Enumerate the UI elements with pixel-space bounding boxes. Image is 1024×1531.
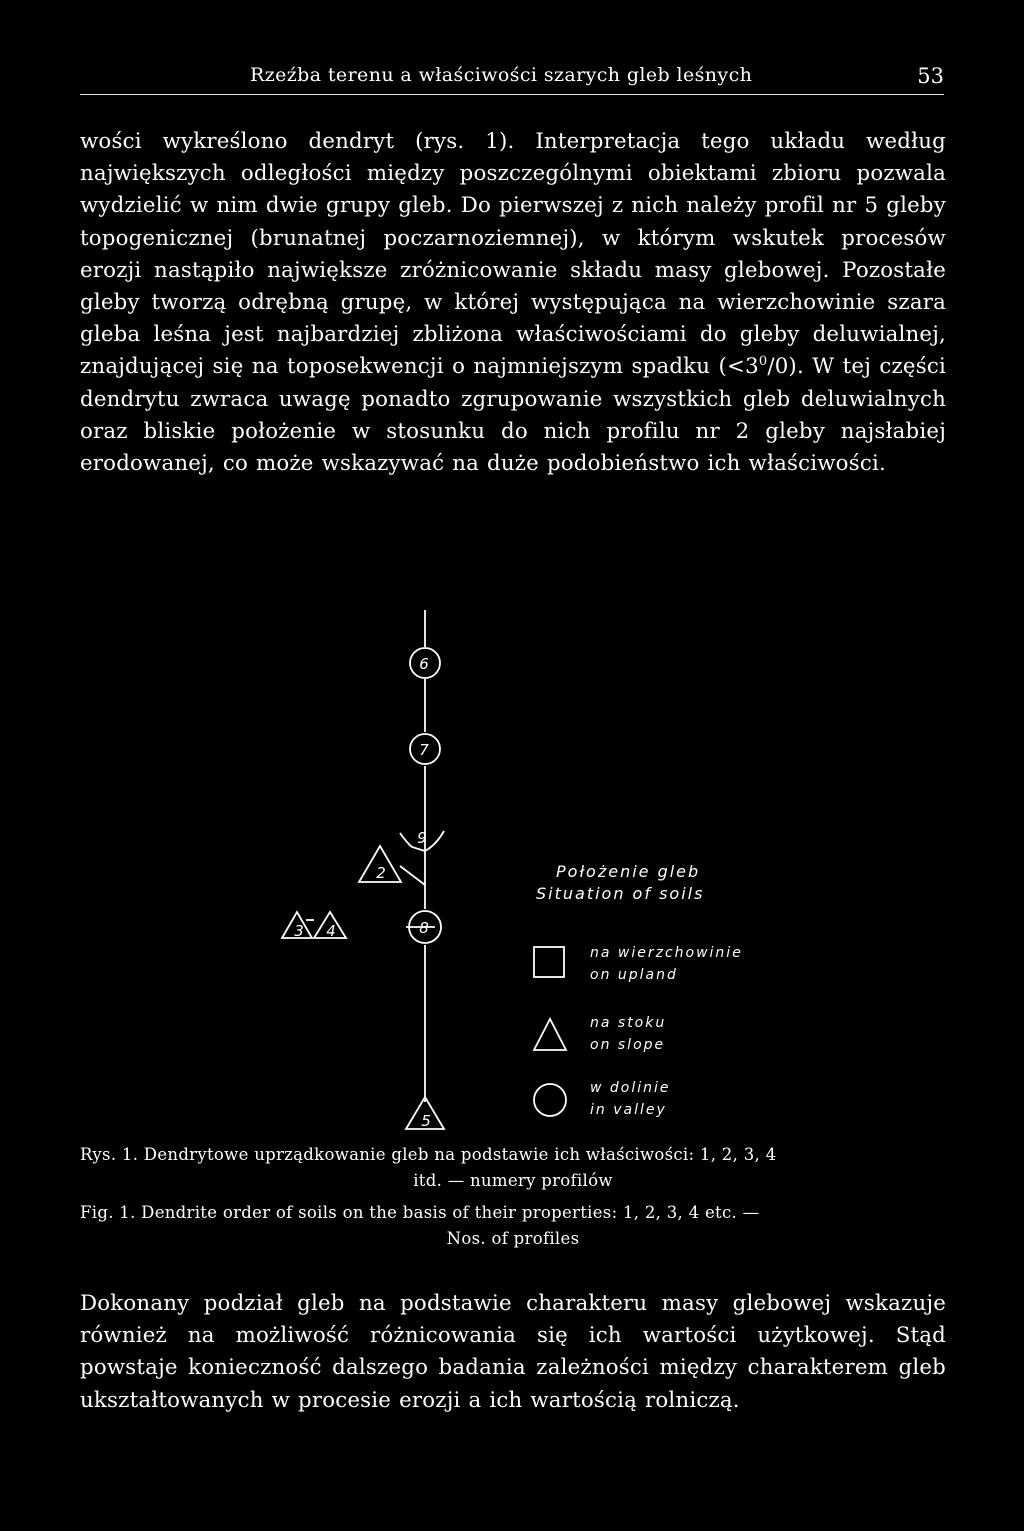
node-9-label: 9 [417,829,427,847]
node-5-label: 5 [421,1112,431,1130]
legend-square-icon [534,947,564,977]
node-7-label: 7 [419,741,429,759]
legend-title-pl: Położenie gleb [556,862,701,881]
node-2-label: 2 [376,864,386,882]
para1-superscript: 0 [758,354,768,370]
para1-text-b: /0). W tej części dendrytu zwraca uwagę ponadto zgrupowanie wszystkich gleb deluwialnych oraz bliskie położenie w stosunku do nich profilu nr 2 gleby najsłabiej erodowanej, co może wskazywać na duże podobieństwo ich właściwości. [80,354,946,477]
body-paragraph-2: Dokonany podział gleb na podstawie charakteru masy glebowej wskazuje również na możliwość różnicowania się ich wartości użytkowej. Stąd powstaje konieczność dalszego badania zależności między charakterem gleb ukształtowanych w procesie erozji a ich wartością rolniczą. [80,1291,946,1413]
legend-valley-en: in valley [590,1102,667,1118]
legend-upland-en: on upland [590,967,678,983]
legend-upland-pl: na wierzchowinie [590,945,743,961]
figure-caption-en [80,1200,946,1252]
body-paragraph-1 [80,126,946,480]
legend-slope-en: on slope [590,1037,666,1053]
dendrite-figure [270,605,770,1135]
caption-pl-line1: Rys. 1. Dendrytowe uprządkowanie gleb na podstawie ich właściwości: 1, 2, 3, 4 [80,1145,777,1164]
para1-text-a: wości wykreślono dendryt (rys. 1). Interpretacja tego układu według największych odległości między poszczególnymi obiektami zbioru pozwala wydzielić w nim dwie grupy gleb. Do pierwszej z nich należy profil nr 5 gleby topogenicznej (brunatnej poczarnoziemnej), w którym wskutek procesów erozji nastąpiło największe zróżnicowanie składu masy glebowej. Pozostałe gleby tworzą odrębną grupę, w której występująca na wierzchowinie szara gleba leśna jest najbardziej zbliżona właściwościami do gleby deluwialnej, znajdującej się na toposekwencji o najmniejszym spadku (<3 [80,129,946,380]
running-title: Rzeźba terenu a właściwości szarych gleb leśnych [250,64,753,86]
legend-valley-pl: w dolinie [590,1080,671,1096]
legend-title-en: Situation of soils [536,884,705,903]
caption-en-line1: Fig. 1. Dendrite order of soils on the basis of their properties: 1, 2, 3, 4 etc. — [80,1203,760,1222]
page-number: 53 [917,64,944,88]
legend-triangle-icon [534,1019,566,1050]
node-4-label: 4 [326,922,336,940]
node-3-label: 3 [294,922,304,940]
figure-caption-pl [80,1142,946,1194]
node-8-label: 8 [419,919,429,937]
caption-pl-line2: itd. — numery profilów [413,1171,613,1190]
legend-slope-pl: na stoku [590,1015,667,1031]
running-head [80,64,944,95]
legend-circle-icon [534,1084,566,1116]
branch-2 [400,866,425,885]
node-6-label: 6 [419,655,429,673]
caption-en-line2: Nos. of profiles [446,1229,580,1248]
